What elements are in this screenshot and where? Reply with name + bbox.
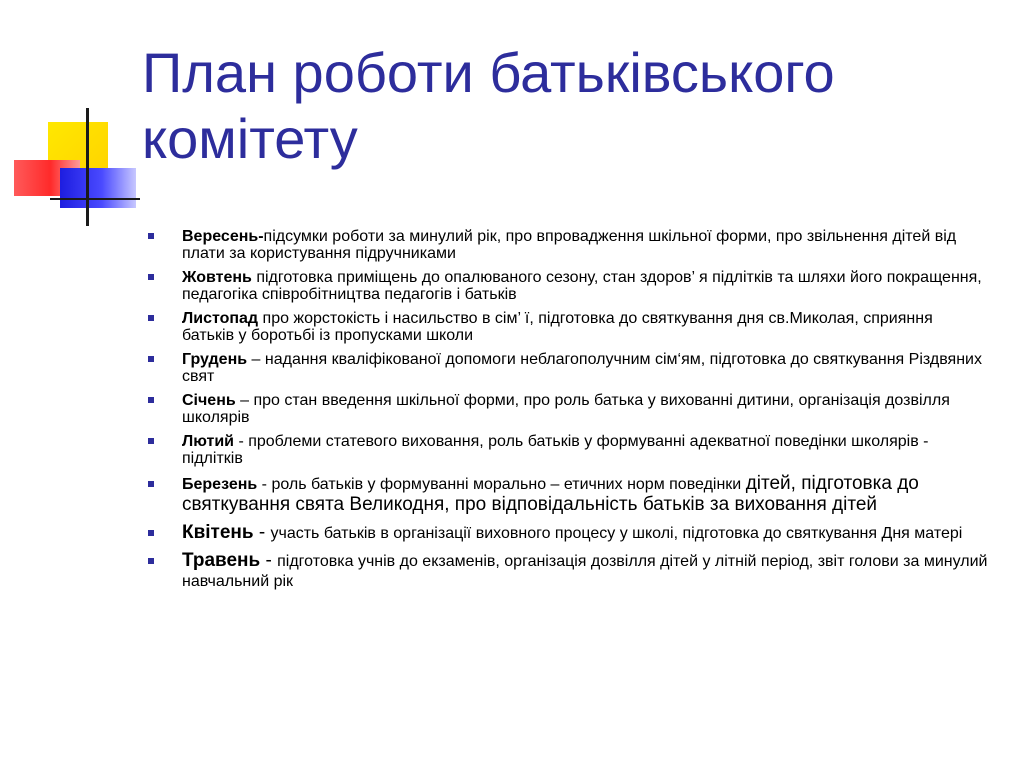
bullet-icon	[148, 558, 154, 564]
month-label: Січень	[182, 392, 236, 409]
month-label: Вересень-	[182, 228, 264, 245]
item-text: – про стан введення шкільної форми, про роль батька у вихованні дитини, організація дозвілля школярів	[182, 392, 950, 426]
month-label: Лютий	[182, 433, 234, 450]
month-label: Травень	[182, 550, 261, 571]
item-text: підготовка приміщень до опалюваного сезону, стан здоров’ я підлітків та шляхи його покращення, педагогіка співробітництва педагогів і батьків	[182, 269, 982, 303]
item-text: – надання кваліфікованої допомоги неблагополучним сім‘ям, підготовка до святкування Різдвяних свят	[182, 351, 982, 385]
month-label: Листопад	[182, 310, 259, 327]
bullet-icon	[148, 481, 154, 487]
list-item	[148, 392, 988, 426]
item-text: участь батьків в організації виховного процесу у школі, підготовка до святкування Дня матері	[270, 525, 963, 542]
month-label: Грудень	[182, 351, 248, 368]
list-item	[148, 228, 988, 262]
item-text: - роль батьків у формуванні морально – етичних норм поведінки	[257, 476, 746, 493]
list-item	[148, 310, 988, 344]
item-text: про жорстокість і насильство в сім’ ї, підготовка до святкування дня св.Миколая, сприяння батьків у боротьбі із пропусками школи	[182, 310, 933, 344]
bullet-icon	[148, 438, 154, 444]
list-item	[148, 433, 988, 467]
slide-title: План роботи батьківського комітету	[142, 41, 835, 170]
vertical-line-decoration	[86, 108, 89, 226]
corner-ornament	[0, 0, 150, 240]
list-item	[148, 551, 988, 592]
bullet-icon	[148, 530, 154, 536]
item-text: підсумки роботи за минулий рік, про впровадження шкільної форми, про звільнення дітей від плати за користування підручниками	[182, 228, 957, 262]
list-item	[148, 474, 988, 516]
list-item	[148, 523, 988, 544]
item-text: підготовка учнів до екзаменів, організація дозвілля дітей у літній період, звіт голови за минулий навчальний рік	[182, 553, 988, 590]
horizontal-line-decoration	[50, 198, 140, 200]
month-label: Квітень	[182, 522, 254, 543]
list-item	[148, 351, 988, 385]
bullet-icon	[148, 233, 154, 239]
list-item	[148, 269, 988, 303]
bullet-icon	[148, 397, 154, 403]
bullet-list	[148, 228, 988, 599]
item-text-large: дітей, підготовка до святкування свята Великодня, про відповідальність батьків за виховання дітей	[182, 473, 919, 515]
month-label: Жовтень	[182, 269, 252, 286]
blue-bar-decoration	[60, 168, 136, 208]
bullet-icon	[148, 315, 154, 321]
bullet-icon	[148, 356, 154, 362]
item-text: - проблеми статевого виховання, роль батьків у формуванні адекватної поведінки школярів - підлітків	[182, 433, 929, 467]
item-separator: -	[253, 522, 271, 543]
item-separator: -	[260, 550, 278, 571]
bullet-icon	[148, 274, 154, 280]
month-label: Березень	[182, 476, 258, 493]
